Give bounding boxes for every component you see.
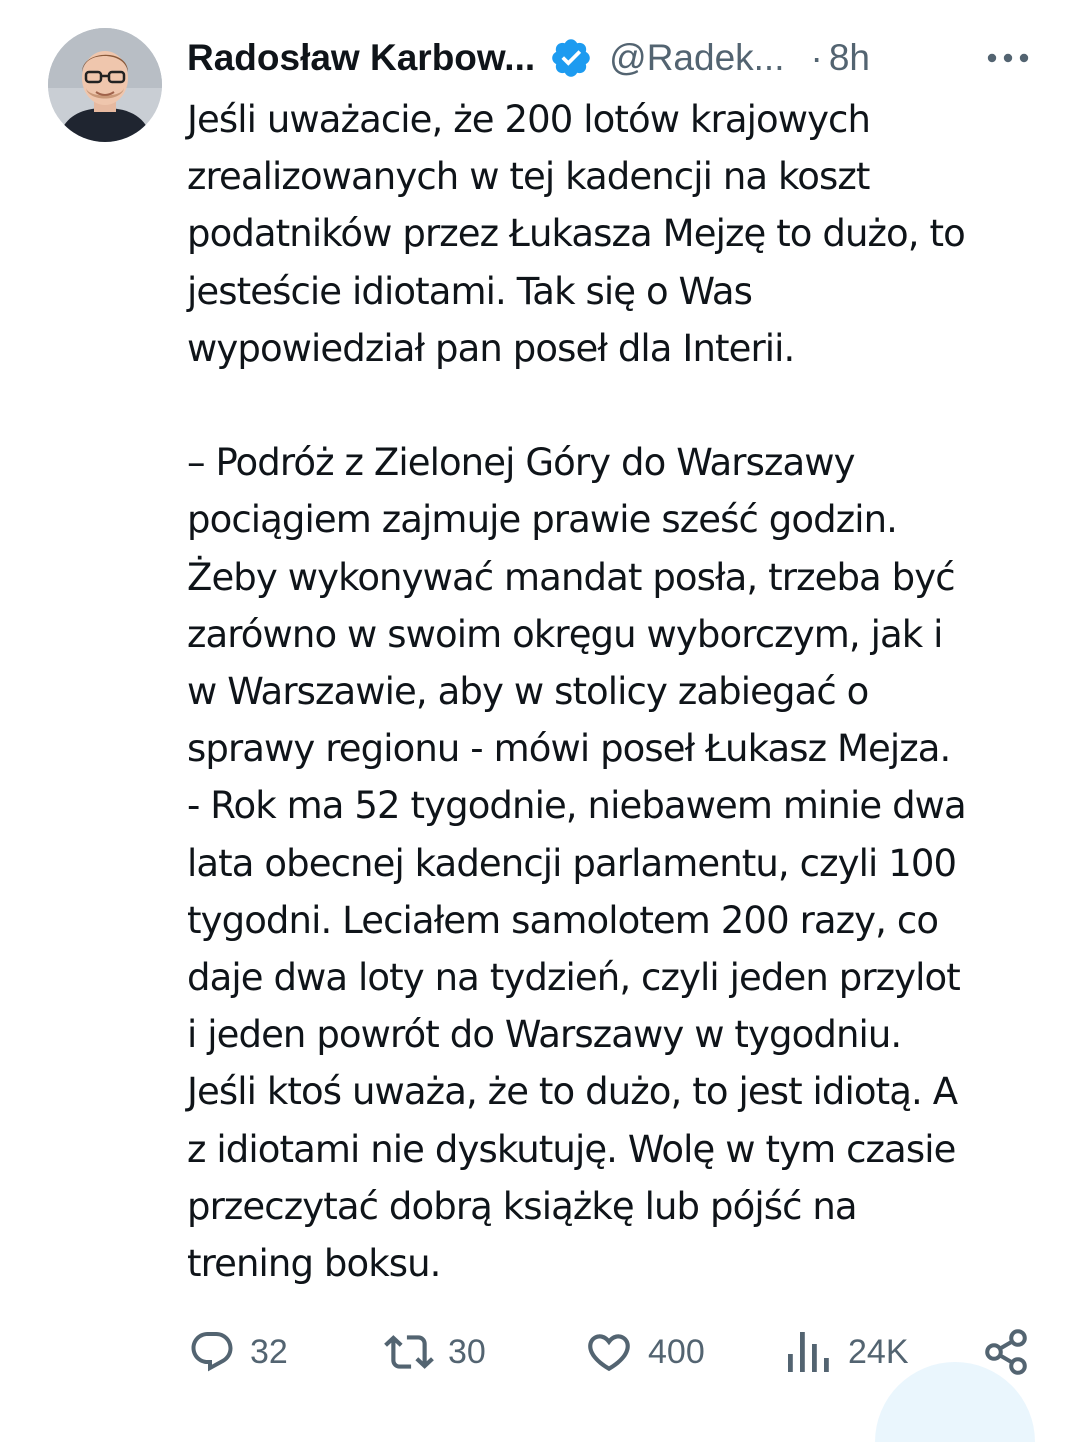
more-options-icon[interactable] (986, 48, 1030, 68)
share-icon (984, 1328, 1028, 1376)
views-button[interactable] (786, 1322, 909, 1382)
verified-badge-icon (549, 36, 593, 80)
reply-icon (188, 1328, 236, 1376)
repost-icon (384, 1327, 434, 1377)
separator-dot: · (810, 37, 823, 78)
avatar-photo-icon (48, 28, 162, 142)
author-name[interactable]: Radosław Karbow... (187, 37, 536, 78)
tweet-timestamp[interactable]: 8h (828, 37, 870, 78)
repost-count: 30 (448, 1332, 486, 1371)
views-count: 24K (848, 1332, 909, 1371)
author-avatar[interactable] (48, 28, 162, 142)
tweet-header (187, 30, 1037, 86)
heart-icon (584, 1327, 634, 1377)
like-button[interactable] (584, 1322, 705, 1382)
like-count: 400 (648, 1332, 705, 1371)
repost-button[interactable] (384, 1322, 486, 1382)
author-handle[interactable]: @Radek... (609, 37, 785, 78)
tweet-text: Jeśli uważacie, że 200 lotów krajowych zrealizowanych w tej kadencji na koszt podatników przez Łukasza Mejzę to dużo, to jesteście idiotami. Tak się o Was wypowiedział pan poseł dla Interii. – Podróż z Zielonej Góry do Warszawy pociągiem zajmuje prawie sześć godzin. Żeby wykonywać mandat posła, trzeba być zarówno w swoim okręgu wyborczym, jak i w Warszawie, aby w stolicy zabiegać o sprawy regionu - mówi poseł Łukasz Mejza. - Rok ma 52 tygodnie, niebawem minie dwa lata obecnej kadencji parlamentu, czyli 100 tygodni. Leciałem samolotem 200 razy, co daje dwa loty na tydzień, czyli jeden przylot i jeden powrót do Warszawy w tygodniu. Jeśli ktoś uważa, że to dużo, to jest idiotą. A z idiotami nie dyskutuję. Wolę w tym czasie przeczytać dobrą książkę lub pójść na trening boksu. (187, 98, 966, 1286)
reply-count: 32 (250, 1332, 288, 1371)
views-chart-icon (786, 1328, 830, 1376)
reply-button[interactable] (188, 1322, 288, 1382)
